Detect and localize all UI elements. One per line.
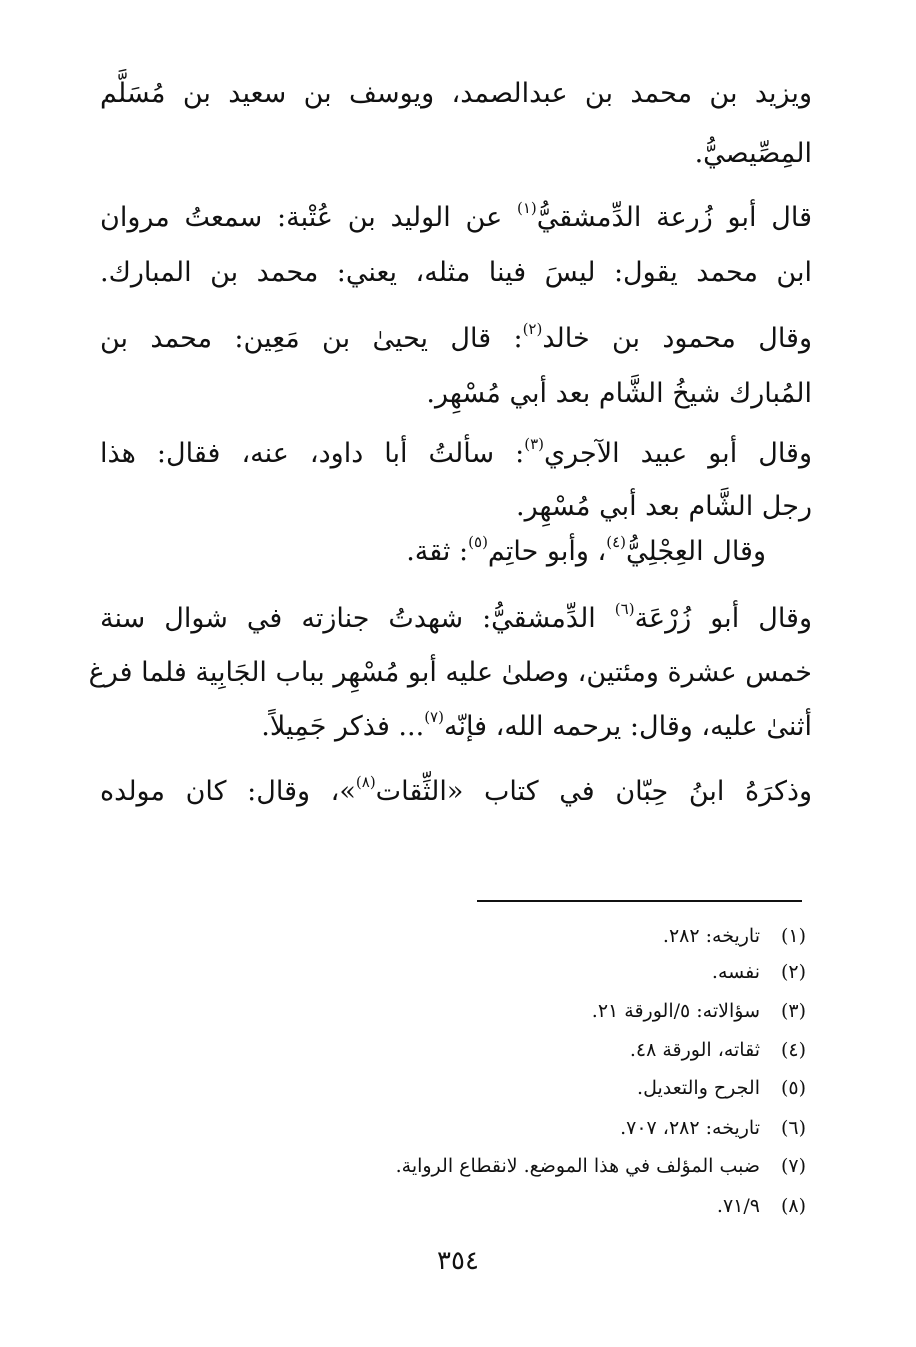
text-line — [516, 491, 812, 522]
text-segment: المِصِّيصيُّ. — [694, 138, 812, 169]
footnote-ref: (٥) — [468, 533, 488, 551]
footnote-item — [663, 925, 806, 947]
footnote-number: (٨) — [780, 1195, 806, 1217]
footnote-number: (٥) — [780, 1077, 806, 1099]
footnote-text: سؤالاته: ٥/الورقة ٢١. — [591, 1000, 760, 1022]
text-segment: وقال محمود بن خالد — [542, 323, 812, 354]
footnote-item — [637, 1077, 806, 1099]
footnote-number: (٣) — [780, 1000, 806, 1022]
footnote-number: (٤) — [780, 1039, 806, 1061]
footnote-text: نفسه. — [711, 961, 760, 983]
text-line — [100, 773, 813, 807]
text-segment: ، وأبو حاتِم — [487, 536, 607, 567]
footnote-text: ثقاته، الورقة ٤٨. — [629, 1039, 760, 1061]
text-segment: وقال أبو زُرْعَة — [634, 603, 812, 634]
footnote-ref: (١) — [516, 199, 537, 217]
footnote-text: ٧١/٩. — [716, 1195, 760, 1217]
footnote-ref: (٧) — [424, 708, 444, 726]
text-segment: ... فذكر جَمِيلاً. — [261, 711, 425, 742]
text-segment: المُبارك شيخُ الشَّام بعد أبي مُسْهِر. — [426, 378, 812, 409]
text-segment: : سألتُ أبا داود، عنه، فقال: هذا — [100, 438, 525, 469]
text-line — [426, 378, 812, 409]
footnote-item — [712, 961, 806, 983]
footnote-separator — [477, 900, 802, 902]
footnote-text: تاريخه: ٢٨٢، ٧٠٧. — [620, 1117, 760, 1139]
text-segment: »، وقال: كان مولده — [100, 776, 356, 807]
footnote-item — [396, 1155, 806, 1177]
footnote-number: (٧) — [780, 1155, 806, 1177]
page-number: ٣٥٤ — [437, 1246, 479, 1276]
text-line — [261, 708, 812, 742]
text-line — [100, 600, 812, 634]
text-line — [406, 533, 766, 567]
text-segment: قال أبو زُرعة الدِّمشقيُّ — [536, 202, 812, 233]
footnote-text: الجرح والتعديل. — [637, 1077, 760, 1099]
text-line — [100, 257, 812, 288]
text-segment: : قال يحيىٰ بن مَعِين: محمد بن — [100, 323, 523, 354]
text-line — [100, 435, 813, 469]
text-segment: ابن محمد يقول: ليسَ فينا مثله، يعني: محمد بن المبارك. — [100, 257, 812, 288]
text-segment: أثنىٰ عليه، وقال: يرحمه الله، فإنّه — [443, 711, 812, 742]
footnote-item — [717, 1195, 806, 1217]
text-segment: وقال أبو عبيد الآجري — [544, 438, 813, 469]
footnote-number: (٦) — [780, 1117, 806, 1139]
text-line — [100, 320, 812, 354]
footnote-item — [630, 1039, 806, 1061]
text-line — [695, 138, 812, 169]
footnote-text: ضبب المؤلف في هذا الموضع. لانقطاع الرواية. — [395, 1155, 760, 1177]
text-line — [88, 657, 812, 688]
text-line — [100, 78, 812, 109]
text-segment: ويزيد بن محمد بن عبدالصمد، ويوسف بن سعيد بن مُسَلَّم — [100, 78, 812, 109]
text-segment: : ثقة. — [406, 536, 469, 567]
footnote-number: (٢) — [780, 961, 806, 983]
footnote-item — [620, 1117, 806, 1139]
text-segment: وقال العِجْلِيُّ — [626, 536, 766, 567]
text-segment: الدِّمشقيُّ: شهدتُ جنازته في شوال سنة — [100, 603, 615, 634]
footnote-ref: (٤) — [606, 533, 626, 551]
text-segment: خمس عشرة ومئتين، وصلىٰ عليه أبو مُسْهِر بباب الجَابِية فلما فرغ — [88, 657, 812, 688]
text-segment: رجل الشَّام بعد أبي مُسْهِر. — [516, 491, 812, 522]
footnote-ref: (٨) — [355, 773, 376, 791]
text-segment: عن الوليد بن عُتْبة: سمعتُ مروان — [100, 202, 517, 233]
footnote-text: تاريخه: ٢٨٢. — [662, 925, 760, 947]
text-segment: وذكرَهُ ابنُ حِبّان في كتاب «الثِّقات — [375, 776, 813, 807]
footnote-number: (١) — [780, 925, 806, 947]
footnote-ref: (٣) — [524, 435, 544, 453]
footnote-ref: (٦) — [614, 600, 635, 618]
text-line — [100, 199, 812, 233]
footnote-item — [592, 1000, 806, 1022]
footnote-ref: (٢) — [522, 320, 543, 338]
